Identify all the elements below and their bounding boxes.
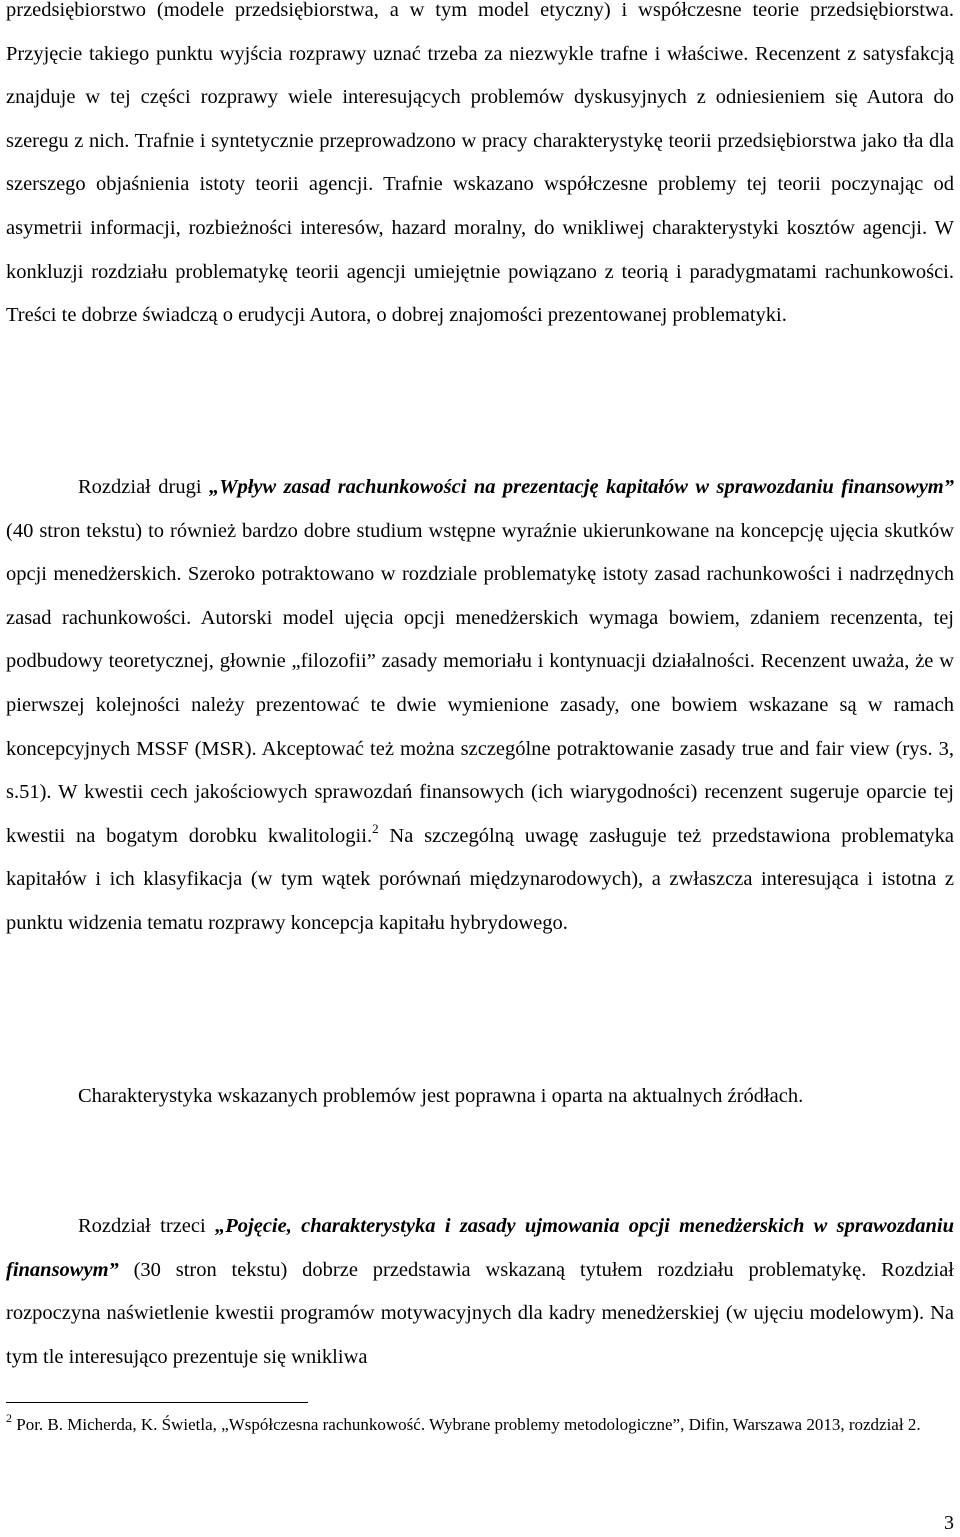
chapter-two-body-2: Na szczególną uwagę zasługuje też przedstawiona problematyka kapitałów i ich klasyfikacja (w tym wątek porównań międzynarodowych), a zwłaszcza interesująca i istotna z punktu widzenia tematu rozprawy koncepcja kapitału hybrydowego.: [6, 824, 954, 934]
chapter-three-title: „Pojęcie, charakterystyka i zasady ujmowania opcji menedżerskich w sprawozdaniu finansowym”: [6, 1215, 954, 1281]
chapter-three-lead: Rozdział trzeci: [78, 1215, 215, 1237]
chapter-two-title: „Wpływ zasad rachunkowości na prezentację kapitałów w sprawozdaniu finansowym”: [208, 476, 954, 498]
footnote: [6, 1411, 954, 1438]
page-number: 3: [944, 1512, 954, 1534]
paragraph-chapter-two: [6, 466, 954, 946]
footnote-text: Por. B. Micherda, K. Świetla, „Współczesna rachunkowość. Wybrane problemy metodologiczne”, Difin, Warszawa 2013, rozdział 2.: [12, 1415, 921, 1434]
paragraph-chapter-three: [6, 1205, 954, 1379]
chapter-two-body-1: (40 stron tekstu) to również bardzo dobre studium wstępne wyraźnie ukierunkowane na koncepcję ujęcia skutków opcji menedżerskich. Szeroko potraktowano w rozdziale problematykę istoty zasad rachunkowości i nadrzędnych zasad rachunkowości. Autorski model ujęcia opcji menedżerskich wymaga bowiem, zdaniem recenzenta, tej podbudowy teoretycznej, głownie „filozofii” zasady memoriału i kontynuacji działalności. Recenzent uważa, że w pierwszej kolejności należy prezentować te dwie wymienione zasady, one bowiem wskazane są w ramach koncepcyjnych MSSF (MSR). Akceptować też można szczególne potraktowanie zasady true and fair view (rys. 3, s.51). W kwestii cech jakościowych sprawozdań finansowych (ich wiarygodności) recenzent sugeruje oparcie tej kwestii na bogatym dorobku kwalitologii.: [6, 519, 954, 847]
footnote-reference[interactable]: 2: [372, 820, 379, 836]
paragraph-intro: [6, 0, 954, 338]
footnote-marker: 2: [6, 1411, 12, 1425]
chapter-two-lead: Rozdział drugi: [78, 476, 209, 498]
paragraph-sources-note: [6, 1075, 954, 1119]
chapter-three-body: (30 stron tekstu) dobrze przedstawia wskazaną tytułem rozdziału problematykę. Rozdział rozpoczyna naświetlenie kwestii programów motywacyjnych dla kadry menedżerskiej (w ujęciu modelowym). Na tym tle interesująco prezentuje się wnikliwa: [6, 1258, 954, 1368]
footnote-separator: [6, 1402, 308, 1403]
sources-note-text: Charakterystyka wskazanych problemów jest poprawna i oparta na aktualnych źródłach.: [78, 1085, 804, 1107]
paragraph-intro-text: przedsiębiorstwo (modele przedsiębiorstwa, a w tym model etyczny) i współczesne teorie przedsiębiorstwa. Przyjęcie takiego punktu wyjścia rozprawy uznać trzeba za niezwykle trafne i właściwe. Recenzent z satysfakcją znajduje w tej części rozprawy wiele interesujących problemów dyskusyjnych z odniesieniem się Autora do szeregu z nich. Trafnie i syntetycznie przeprowadzono w pracy charakterystykę teorii przedsiębiorstwa jako tła dla szerszego objaśnienia istoty teorii agencji. Trafnie wskazano współczesne problemy tej teorii poczynając od asymetrii informacji, rozbieżności interesów, hazard moralny, do wnikliwej charakterystyki kosztów agencji. W konkluzji rozdziału problematykę teorii agencji umiejętnie powiązano z teorią i paradygmatami rachunkowości. Treści te dobrze świadczą o erudycji Autora, o dobrej znajomości prezentowanej problematyki.: [6, 0, 954, 327]
